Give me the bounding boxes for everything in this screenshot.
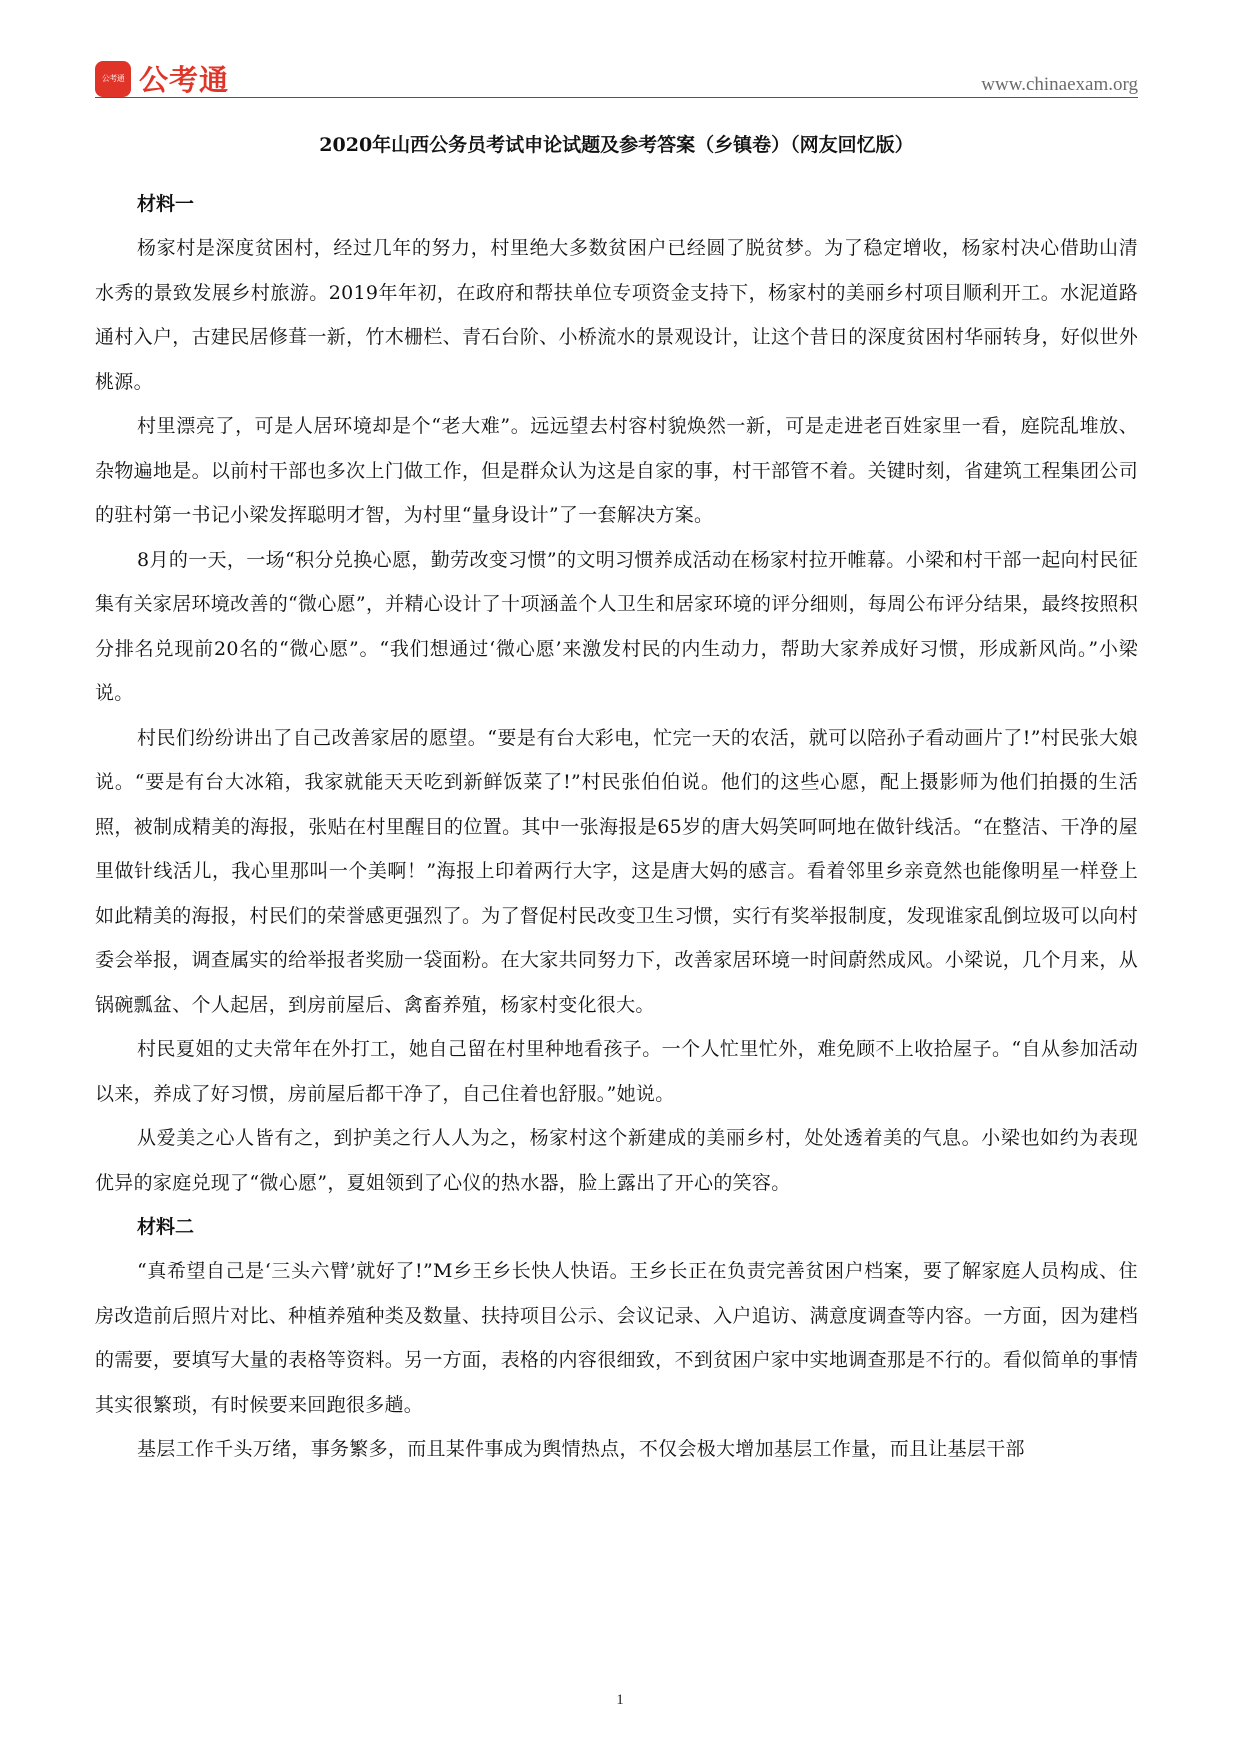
- logo: [95, 58, 229, 99]
- paragraph: “真希望自己是‘三头六臂’就好了!”M乡王乡长快人快语。王乡长正在负责完善贫困户档案，要了解家庭人员构成、住房改造前后照片对比、种植养殖种类及数量、扶持项目公示、会议记录、入户追访、满意度调查等内容。一方面，因为建档的需要，要填写大量的表格等资料。另一方面，表格的内容很细致，不到贫困户家中实地调查那是不行的。看似简单的事情其实很繁琐，有时候要来回跑很多趟。: [95, 1260, 1138, 1416]
- logo-badge-icon: 公考通: [95, 61, 131, 97]
- paragraph: 村民夏姐的丈夫常年在外打工，她自己留在村里种地看孩子。一个人忙里忙外，难免顾不上收拾屋子。“自从参加活动以来，养成了好习惯，房前屋后都干净了，自己住着也舒服。”她说。: [95, 1038, 1138, 1105]
- section-heading: 材料二: [137, 1216, 195, 1238]
- section-material-2: [95, 1205, 1138, 1472]
- paragraph: 从爱美之心人皆有之，到护美之行人人为之，杨家村这个新建成的美丽乡村，处处透着美的气息。小梁也如约为表现优异的家庭兑现了“微心愿”，夏姐领到了心仪的热水器，脸上露出了开心的笑容。: [95, 1127, 1138, 1194]
- paragraph: 村里漂亮了，可是人居环境却是个“老大难”。远远望去村容村貌焕然一新，可是走进老百姓家里一看，庭院乱堆放、杂物遍地是。以前村干部也多次上门做工作，但是群众认为这是自家的事，村干部管不着。关键时刻，省建筑工程集团公司的驻村第一书记小梁发挥聪明才智，为村里“量身设计”了一套解决方案。: [95, 415, 1138, 526]
- site-url[interactable]: www.chinaexam.org: [981, 74, 1138, 95]
- paragraph: 杨家村是深度贫困村，经过几年的努力，村里绝大多数贫困户已经圆了脱贫梦。为了稳定增收，杨家村决心借助山清水秀的景致发展乡村旅游。2019年年初，在政府和帮扶单位专项资金支持下，杨家村的美丽乡村项目顺利开工。水泥道路通村入户，古建民居修葺一新，竹木栅栏、青石台阶、小桥流水的景观设计，让这个昔日的深度贫困村华丽转身，好似世外桃源。: [95, 237, 1138, 393]
- paragraph: 8月的一天，一场“积分兑换心愿，勤劳改变习惯”的文明习惯养成活动在杨家村拉开帷幕。小梁和村干部一起向村民征集有关家居环境改善的“微心愿”，并精心设计了十项涵盖个人卫生和居家环境的评分细则，每周公布评分结果，最终按照积分排名兑现前20名的“微心愿”。“我们想通过‘微心愿’来激发村民的内生动力，帮助大家养成好习惯，形成新风尚。”小梁说。: [95, 548, 1138, 704]
- document-title: 2020年山西公务员考试申论试题及参考答案（乡镇卷）（网友回忆版）: [319, 134, 914, 156]
- page-number: 1: [616, 1692, 624, 1708]
- paragraph: 村民们纷纷讲出了自己改善家居的愿望。“要是有台大彩电，忙完一天的农活，就可以陪孙子看动画片了!”村民张大娘说。“要是有台大冰箱，我家就能天天吃到新鲜饭菜了!”村民张伯伯说。他们的这些心愿，配上摄影师为他们拍摄的生活照，被制成精美的海报，张贴在村里醒目的位置。其中一张海报是65岁的唐大妈笑呵呵地在做针线活。“在整洁、干净的屋里做针线活儿，我心里那叫一个美啊！”海报上印着两行大字，这是唐大妈的感言。看着邻里乡亲竟然也能像明星一样登上如此精美的海报，村民们的荣誉感更强烈了。为了督促村民改变卫生习惯，实行有奖举报制度，发现谁家乱倒垃圾可以向村委会举报，调查属实的给举报者奖励一袋面粉。在大家共同努力下，改善家居环境一时间蔚然成风。小梁说，几个月来，从锅碗瓢盆、个人起居，到房前屋后、禽畜养殖，杨家村变化很大。: [95, 726, 1138, 1016]
- paragraph: 基层工作千头万绪，事务繁多，而且某件事成为舆情热点，不仅会极大增加基层工作量，而且让基层干部: [137, 1438, 1025, 1460]
- section-heading: 材料一: [137, 193, 195, 215]
- header-divider: [95, 97, 1138, 98]
- section-material-1: [95, 182, 1138, 1205]
- logo-text: 公考通: [139, 63, 230, 97]
- page-header: [95, 54, 1138, 98]
- document-body: [95, 130, 1138, 1472]
